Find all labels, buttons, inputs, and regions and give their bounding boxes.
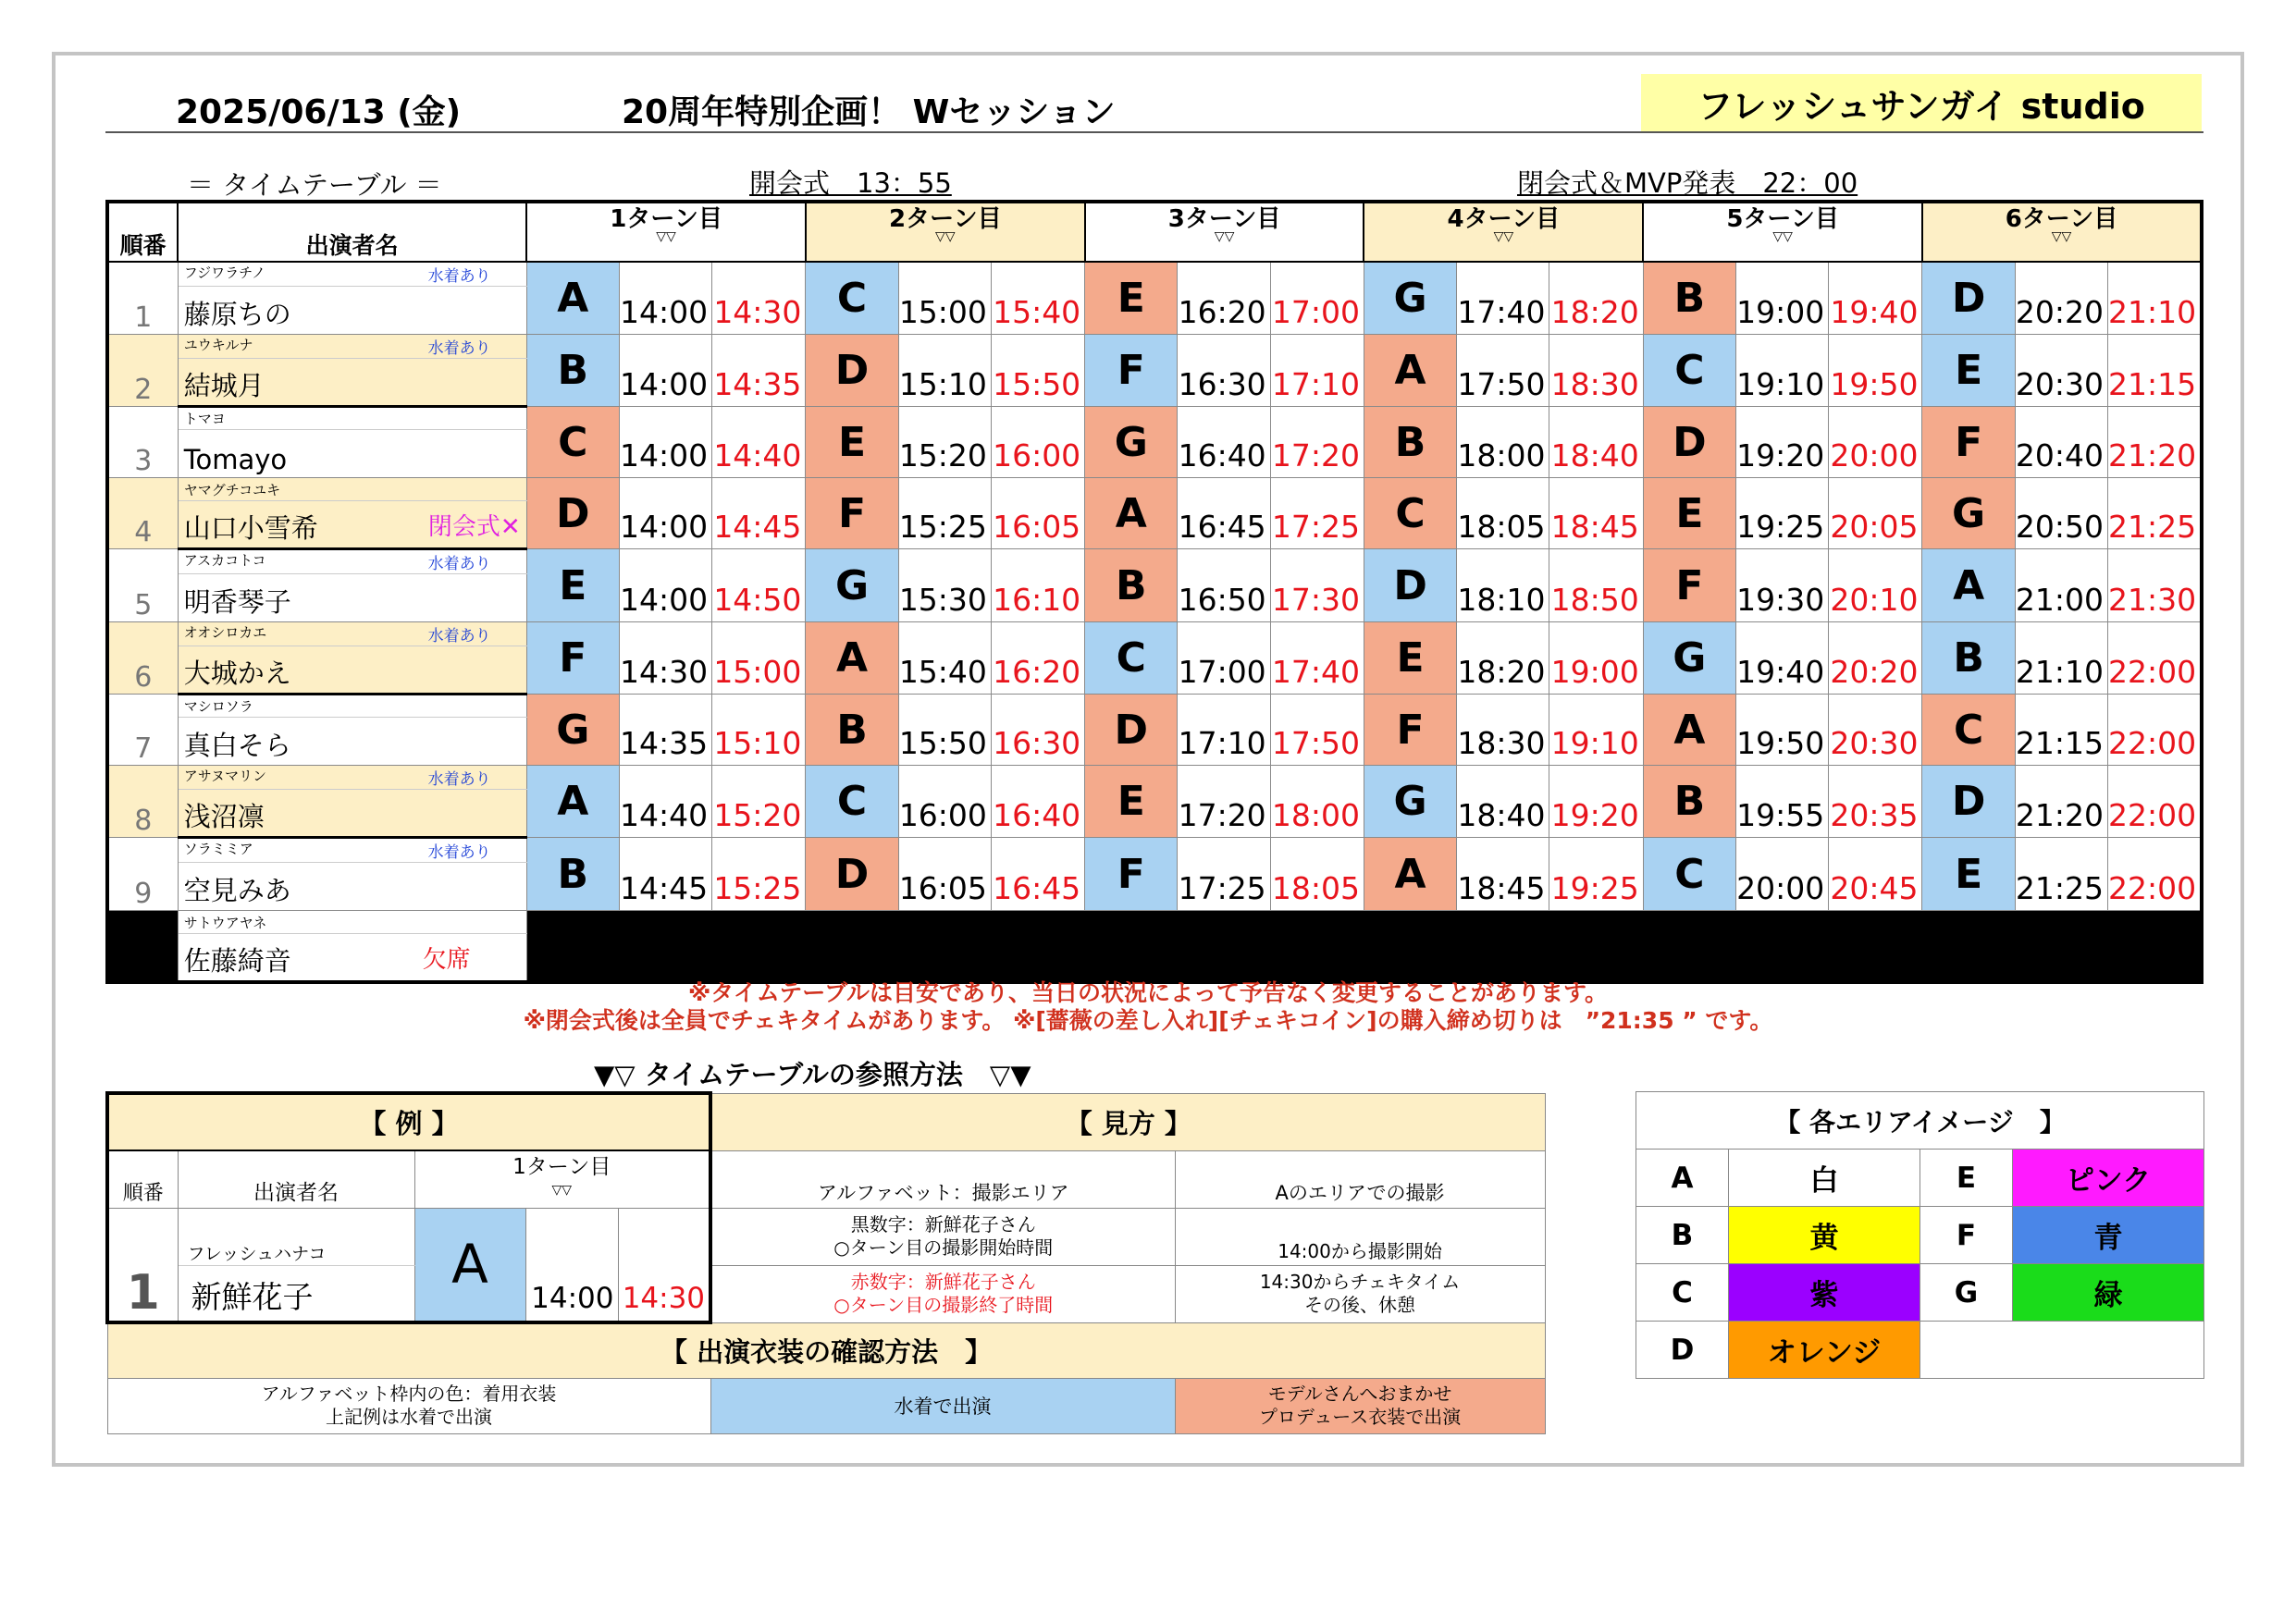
end-time: 16:00	[991, 407, 1084, 478]
area-cell: G	[1364, 262, 1456, 335]
start-time: 19:50	[1735, 695, 1828, 766]
start-time: 18:30	[1457, 695, 1549, 766]
end-time: 22:00	[2107, 695, 2202, 766]
legend-color: ピンク	[2013, 1150, 2204, 1207]
area-cell: C	[1643, 838, 1735, 911]
start-time: 15:10	[898, 335, 991, 407]
legend-color: 紫	[1729, 1264, 1920, 1322]
performer-kana: オオシロカエ 水着あり	[178, 622, 526, 646]
view-r1-right: Aのエリアでの撮影	[1175, 1150, 1545, 1208]
opening-time: 開会式 13：55	[749, 167, 952, 199]
area-cell: F	[1364, 695, 1456, 766]
start-time: 15:25	[898, 478, 991, 549]
event-date: 2025/06/13 (金)	[176, 93, 462, 131]
start-time: 16:00	[898, 766, 991, 838]
start-time: 20:20	[2015, 262, 2107, 335]
end-time: 21:20	[2107, 407, 2202, 478]
start-time: 18:20	[1457, 622, 1549, 695]
start-time: 19:55	[1735, 766, 1828, 838]
end-time: 16:10	[991, 549, 1084, 622]
note-line-2: ※閉会式後は全員でチェキタイムがあります。 ※[薔薇の差し入れ][チェキコイン]の購入締め切りは ”21:35 ” です。	[523, 1007, 1773, 1034]
end-time: 18:05	[1270, 838, 1364, 911]
header-name: 出演者名	[178, 202, 526, 262]
area-cell: D	[1922, 766, 2015, 838]
start-time: 14:45	[619, 838, 711, 911]
header-turn-1: 1ターン目 ▽▽	[526, 202, 806, 262]
performer-kana-row	[107, 262, 2202, 287]
legend-color: 緑	[2013, 1264, 2204, 1322]
end-time: 20:20	[1829, 622, 1922, 695]
performer-kana-row	[107, 407, 2202, 430]
performer-no: 8	[107, 766, 178, 838]
timetable	[105, 200, 2203, 984]
area-cell: C	[1922, 695, 2015, 766]
start-time: 16:05	[898, 838, 991, 911]
example-no-label: 順番	[107, 1150, 178, 1208]
area-cell: B	[1364, 407, 1456, 478]
absent-blackout	[526, 911, 2202, 982]
start-time: 20:40	[2015, 407, 2107, 478]
end-time: 15:40	[991, 262, 1084, 335]
end-time: 19:10	[1549, 695, 1643, 766]
area-cell: B	[526, 335, 619, 407]
end-time: 20:10	[1829, 549, 1922, 622]
start-time: 19:00	[1735, 262, 1828, 335]
area-cell: F	[1085, 838, 1178, 911]
view-r3-right: 14:30からチェキタイム その後、休憩	[1175, 1265, 1545, 1322]
end-time: 19:00	[1549, 622, 1643, 695]
end-time: 17:40	[1270, 622, 1364, 695]
legend-key: F	[1920, 1207, 2013, 1264]
performer-kana: フジワラチノ 水着あり	[178, 262, 526, 287]
area-cell: A	[1364, 335, 1456, 407]
area-cell: E	[1085, 262, 1178, 335]
area-cell: F	[1922, 407, 2015, 478]
legend-key: G	[1920, 1264, 2013, 1322]
end-time: 20:05	[1829, 478, 1922, 549]
header-divider	[105, 131, 2203, 133]
start-time: 17:40	[1457, 262, 1549, 335]
swimwear-flag: 水着あり	[427, 843, 491, 862]
start-time: 14:00	[619, 262, 711, 335]
example-turn-label: 1ターン目 ▽▽	[414, 1150, 710, 1208]
start-time: 18:10	[1457, 549, 1549, 622]
legend-row	[1636, 1264, 2204, 1322]
start-time: 16:20	[1178, 262, 1270, 335]
start-time: 15:50	[898, 695, 991, 766]
area-cell: C	[1364, 478, 1456, 549]
area-cell: E	[1643, 478, 1735, 549]
performer-kana-row	[107, 478, 2202, 501]
end-time: 14:30	[712, 262, 806, 335]
start-time: 17:25	[1178, 838, 1270, 911]
end-time: 21:30	[2107, 549, 2202, 622]
end-time: 18:40	[1549, 407, 1643, 478]
closing-time: 閉会式＆MVP発表 22：00	[1517, 167, 1858, 199]
start-time: 18:45	[1457, 838, 1549, 911]
end-time: 14:35	[712, 335, 806, 407]
performer-kana: トマヨ	[178, 407, 526, 430]
start-time: 19:40	[1735, 622, 1828, 695]
swimwear-flag: 水着あり	[427, 339, 491, 358]
area-cell: B	[806, 695, 898, 766]
performer-kana-row	[107, 695, 2202, 718]
performer-name: Tomayo	[178, 430, 526, 478]
header-turn-2: 2ターン目 ▽▽	[806, 202, 1085, 262]
end-time: 19:20	[1549, 766, 1643, 838]
costume-left: アルファベット枠内の色：着用衣装 上記例は水着で出演	[107, 1378, 710, 1433]
start-time: 17:10	[1178, 695, 1270, 766]
performer-name: 山口小雪希 閉会式✕	[178, 501, 526, 549]
header-turn-4: 4ターン目 ▽▽	[1364, 202, 1643, 262]
start-time: 14:30	[619, 622, 711, 695]
header-turn-5: 5ターン目 ▽▽	[1643, 202, 1922, 262]
area-cell: E	[1085, 766, 1178, 838]
performer-kana-row	[107, 549, 2202, 574]
legend-key: B	[1636, 1207, 1729, 1264]
area-cell: G	[526, 695, 619, 766]
performer-no: 5	[107, 549, 178, 622]
end-time: 18:00	[1270, 766, 1364, 838]
start-time: 18:00	[1457, 407, 1549, 478]
start-time: 14:00	[619, 478, 711, 549]
legend-color: オレンジ	[1729, 1322, 1920, 1379]
performer-kana-row	[107, 622, 2202, 646]
start-time: 21:00	[2015, 549, 2107, 622]
view-r2-right: 14:00から撮影開始	[1175, 1208, 1545, 1265]
timetable-header	[107, 202, 2202, 262]
view-r1-left: アルファベット：撮影エリア	[710, 1150, 1175, 1208]
area-cell: D	[806, 335, 898, 407]
area-cell: A	[526, 262, 619, 335]
area-cell: F	[806, 478, 898, 549]
area-cell: C	[526, 407, 619, 478]
area-cell: C	[1643, 335, 1735, 407]
end-time: 15:50	[991, 335, 1084, 407]
area-cell: B	[1922, 622, 2015, 695]
start-time: 19:25	[1735, 478, 1828, 549]
view-title: 【 見方 】	[710, 1093, 1545, 1150]
end-time: 17:20	[1270, 407, 1364, 478]
performer-no: 4	[107, 478, 178, 549]
performer-name: 空見みあ	[178, 863, 526, 911]
end-time: 17:30	[1270, 549, 1364, 622]
area-cell: D	[806, 838, 898, 911]
end-time: 16:40	[991, 766, 1084, 838]
end-time: 14:45	[712, 478, 806, 549]
swimwear-flag: 水着あり	[427, 770, 491, 789]
area-cell: G	[1085, 407, 1178, 478]
start-time: 15:30	[898, 549, 991, 622]
swimwear-flag: 水着あり	[427, 627, 491, 646]
end-time: 21:15	[2107, 335, 2202, 407]
start-time: 20:50	[2015, 478, 2107, 549]
start-time: 21:25	[2015, 838, 2107, 911]
area-cell: E	[1922, 838, 2015, 911]
start-time: 17:00	[1178, 622, 1270, 695]
example-kana: フレッシュハナコ	[178, 1208, 414, 1265]
legend-key: E	[1920, 1150, 2013, 1207]
start-time: 19:20	[1735, 407, 1828, 478]
end-time: 19:50	[1829, 335, 1922, 407]
area-cell: B	[526, 838, 619, 911]
start-time: 16:30	[1178, 335, 1270, 407]
end-time: 19:40	[1829, 262, 1922, 335]
start-time: 16:50	[1178, 549, 1270, 622]
end-time: 18:45	[1549, 478, 1643, 549]
legend-color: 白	[1729, 1150, 1920, 1207]
start-time: 14:40	[619, 766, 711, 838]
area-cell: E	[1922, 335, 2015, 407]
start-time: 15:00	[898, 262, 991, 335]
timetable-label: ＝ タイムテーブル ＝	[187, 169, 442, 201]
end-time: 21:10	[2107, 262, 2202, 335]
end-time: 16:30	[991, 695, 1084, 766]
area-cell: A	[1364, 838, 1456, 911]
area-cell: A	[1085, 478, 1178, 549]
performer-kana-row	[107, 838, 2202, 863]
performer-name: 浅沼凛	[178, 790, 526, 838]
end-time: 19:25	[1549, 838, 1643, 911]
start-time: 16:40	[1178, 407, 1270, 478]
end-time: 17:00	[1270, 262, 1364, 335]
start-time: 21:15	[2015, 695, 2107, 766]
start-time: 21:10	[2015, 622, 2107, 695]
costume-title: 【 出演衣装の確認方法 】	[107, 1322, 1545, 1378]
area-cell: B	[1643, 262, 1735, 335]
end-time: 18:30	[1549, 335, 1643, 407]
howto-title: ▼▽ タイムテーブルの参照方法 ▽▼	[594, 1059, 1031, 1090]
end-time: 20:00	[1829, 407, 1922, 478]
legend-color: 黄	[1729, 1207, 1920, 1264]
end-time: 20:35	[1829, 766, 1922, 838]
absent-kana-row	[107, 911, 2202, 934]
performer-no: 2	[107, 335, 178, 407]
legend-row	[1636, 1207, 2204, 1264]
area-cell: G	[1922, 478, 2015, 549]
performer-name: 結城月	[178, 359, 526, 407]
start-time: 17:20	[1178, 766, 1270, 838]
area-cell: C	[1085, 622, 1178, 695]
area-cell: B	[1085, 549, 1178, 622]
end-time: 16:45	[991, 838, 1084, 911]
performer-kana-row	[107, 766, 2202, 790]
event-title: 20周年特別企画！ Wセッション	[622, 93, 1116, 131]
area-cell: B	[1643, 766, 1735, 838]
performer-kana: ヤマグチコユキ	[178, 478, 526, 501]
start-time: 20:00	[1735, 838, 1828, 911]
example-name: 新鮮花子	[178, 1265, 414, 1322]
header-no: 順番	[107, 202, 178, 262]
start-time: 18:40	[1457, 766, 1549, 838]
end-time: 16:20	[991, 622, 1084, 695]
area-cell: F	[1085, 335, 1178, 407]
area-cell: E	[526, 549, 619, 622]
absent-name: 佐藤綺音 欠席	[178, 934, 526, 982]
absent-kana: サトウアヤネ	[178, 911, 526, 934]
performer-kana-row	[107, 335, 2202, 359]
example-title: 【 例 】	[107, 1093, 710, 1150]
view-r3-left: 赤数字：新鮮花子さん ○ターン目の撮影終了時間	[710, 1265, 1175, 1322]
performer-kana: ソラミミア 水着あり	[178, 838, 526, 863]
start-time: 19:10	[1735, 335, 1828, 407]
legend-key: C	[1636, 1264, 1729, 1322]
example-no: 1	[107, 1208, 178, 1322]
start-time: 14:00	[619, 335, 711, 407]
end-time: 22:00	[2107, 838, 2202, 911]
costume-produce: モデルさんへおまかせ プロデュース衣装で出演	[1175, 1378, 1545, 1433]
area-cell: E	[1364, 622, 1456, 695]
absent-note: 欠席	[422, 945, 471, 974]
performer-no: 3	[107, 407, 178, 478]
start-time: 15:40	[898, 622, 991, 695]
legend-empty	[1920, 1322, 2204, 1379]
start-time: 14:00	[619, 549, 711, 622]
performer-no: 9	[107, 838, 178, 911]
start-time: 15:20	[898, 407, 991, 478]
end-time: 17:25	[1270, 478, 1364, 549]
area-cell: C	[806, 766, 898, 838]
performer-no: 7	[107, 695, 178, 766]
example-name-label: 出演者名	[178, 1150, 414, 1208]
legend-row	[1636, 1150, 2204, 1207]
area-cell: D	[1085, 695, 1178, 766]
view-r2-left: 黒数字：新鮮花子さん ○ターン目の撮影開始時間	[710, 1208, 1175, 1265]
area-cell: D	[1364, 549, 1456, 622]
end-time: 15:00	[712, 622, 806, 695]
area-cell: G	[1364, 766, 1456, 838]
area-cell: D	[1922, 262, 2015, 335]
performer-kana: マシロソラ	[178, 695, 526, 718]
performer-kana: ユウキルナ 水着あり	[178, 335, 526, 359]
area-cell: A	[806, 622, 898, 695]
end-time: 15:10	[712, 695, 806, 766]
howto-table	[105, 1091, 1546, 1434]
end-time: 22:00	[2107, 622, 2202, 695]
performer-name: 明香琴子	[178, 574, 526, 622]
start-time: 14:00	[619, 407, 711, 478]
start-time: 14:35	[619, 695, 711, 766]
end-time: 18:50	[1549, 549, 1643, 622]
note-line-1: ※タイムテーブルは目安であり、当日の状況によって予告なく変更することがあります。	[687, 979, 1609, 1006]
example-start: 14:00	[525, 1208, 618, 1322]
end-time: 15:25	[712, 838, 806, 911]
end-time: 14:50	[712, 549, 806, 622]
area-cell: D	[1643, 407, 1735, 478]
start-time: 18:05	[1457, 478, 1549, 549]
start-time: 16:45	[1178, 478, 1270, 549]
area-cell: C	[806, 262, 898, 335]
header-turn-6: 6ターン目 ▽▽	[1922, 202, 2202, 262]
end-time: 15:20	[712, 766, 806, 838]
end-time: 17:50	[1270, 695, 1364, 766]
legend-row	[1636, 1322, 2204, 1379]
end-time: 20:30	[1829, 695, 1922, 766]
area-cell: F	[1643, 549, 1735, 622]
performer-name: 大城かえ	[178, 646, 526, 695]
end-time: 18:20	[1549, 262, 1643, 335]
performer-no: 6	[107, 622, 178, 695]
area-cell: A	[1643, 695, 1735, 766]
area-cell: G	[806, 549, 898, 622]
legend-key: D	[1636, 1322, 1729, 1379]
end-time: 22:00	[2107, 766, 2202, 838]
swimwear-flag: 水着あり	[427, 267, 491, 286]
end-time: 21:25	[2107, 478, 2202, 549]
performer-note: 閉会式✕	[427, 513, 521, 541]
area-cell: A	[526, 766, 619, 838]
end-time: 20:45	[1829, 838, 1922, 911]
example-end: 14:30	[618, 1208, 710, 1322]
area-cell: E	[806, 407, 898, 478]
end-time: 14:40	[712, 407, 806, 478]
performer-kana: アスカコトコ 水着あり	[178, 549, 526, 574]
legend-color: 青	[2013, 1207, 2204, 1264]
start-time: 17:50	[1457, 335, 1549, 407]
performer-no: 1	[107, 262, 178, 335]
area-legend	[1636, 1091, 2204, 1379]
area-cell: D	[526, 478, 619, 549]
area-cell: A	[1922, 549, 2015, 622]
area-cell: G	[1643, 622, 1735, 695]
costume-swimwear: 水着で出演	[710, 1378, 1175, 1433]
swimwear-flag: 水着あり	[427, 555, 491, 573]
start-time: 19:30	[1735, 549, 1828, 622]
studio-name: フレッシュサンガイ studio	[1641, 74, 2202, 131]
header-turn-3: 3ターン目 ▽▽	[1085, 202, 1364, 262]
performer-name: 真白そら	[178, 718, 526, 766]
performer-kana: アサヌマリン 水着あり	[178, 766, 526, 790]
performer-name: 藤原ちの	[178, 287, 526, 335]
legend-key: A	[1636, 1150, 1729, 1207]
absent-no	[107, 911, 178, 982]
end-time: 16:05	[991, 478, 1084, 549]
example-area: A	[414, 1208, 525, 1322]
area-cell: F	[526, 622, 619, 695]
start-time: 21:20	[2015, 766, 2107, 838]
start-time: 20:30	[2015, 335, 2107, 407]
end-time: 17:10	[1270, 335, 1364, 407]
legend-title: 【 各エリアイメージ 】	[1636, 1092, 2204, 1150]
